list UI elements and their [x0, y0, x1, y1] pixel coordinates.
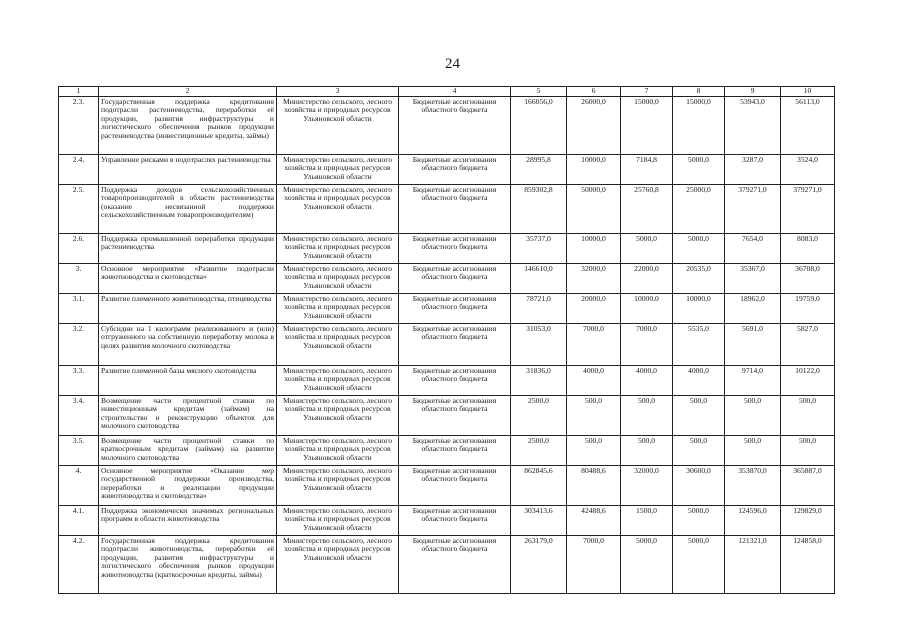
table-row — [59, 234, 835, 264]
funding-source: Бюджетные ассигнования областного бюджета — [399, 466, 511, 506]
executor: Министерство сельского, лесного хозяйства и природных ресурсов Ульяновской области — [277, 324, 399, 366]
value-year: 4000,0 — [621, 366, 673, 396]
value-year: 7000,0 — [567, 536, 621, 594]
value-year: 56113,0 — [781, 97, 835, 155]
funding-source: Бюджетные ассигнования областного бюджета — [399, 536, 511, 594]
executor: Министерство сельского, лесного хозяйства и природных ресурсов Ульяновской области — [277, 506, 399, 536]
column-header: 6 — [567, 87, 621, 97]
executor: Министерство сельского, лесного хозяйства и природных ресурсов Ульяновской области — [277, 155, 399, 185]
funding-source: Бюджетные ассигнования областного бюджета — [399, 366, 511, 396]
executor: Министерство сельского, лесного хозяйства и природных ресурсов Ульяновской области — [277, 466, 399, 506]
value-total: 2500,0 — [511, 436, 567, 466]
row-number: 3.1. — [59, 294, 99, 324]
budget-table — [58, 86, 835, 594]
value-total: 859302,8 — [511, 185, 567, 234]
value-year: 5000,0 — [621, 536, 673, 594]
value-year: 121321,0 — [725, 536, 781, 594]
value-year: 25760,8 — [621, 185, 673, 234]
value-year: 353870,0 — [725, 466, 781, 506]
value-total: 166056,0 — [511, 97, 567, 155]
row-number: 2.4. — [59, 155, 99, 185]
value-total: 31836,0 — [511, 366, 567, 396]
value-year: 7184,8 — [621, 155, 673, 185]
column-header: 1 — [59, 87, 99, 97]
table-row — [59, 366, 835, 396]
row-number: 3.2. — [59, 324, 99, 366]
value-year: 35367,0 — [725, 264, 781, 294]
value-year: 26000,0 — [567, 97, 621, 155]
value-year: 500,0 — [567, 436, 621, 466]
activity-name: Поддержка экономически значимых региональных программ в области животноводства — [99, 506, 277, 536]
column-header: 4 — [399, 87, 511, 97]
value-year: 5691,0 — [725, 324, 781, 366]
row-number: 4.1. — [59, 506, 99, 536]
executor: Министерство сельского, лесного хозяйства и природных ресурсов Ульяновской области — [277, 436, 399, 466]
table-row — [59, 396, 835, 436]
executor: Министерство сельского, лесного хозяйства и природных ресурсов Ульяновской области — [277, 185, 399, 234]
row-number: 2.5. — [59, 185, 99, 234]
value-year: 5000,0 — [673, 536, 725, 594]
row-number: 4. — [59, 466, 99, 506]
value-year: 5000,0 — [621, 234, 673, 264]
value-year: 4000,0 — [567, 366, 621, 396]
activity-name: Поддержка промышленной переработки продукции растениеводства — [99, 234, 277, 264]
value-year: 3524,0 — [781, 155, 835, 185]
value-total: 303413,6 — [511, 506, 567, 536]
page-number: 24 — [445, 56, 460, 72]
table-row — [59, 294, 835, 324]
value-year: 15000,0 — [673, 97, 725, 155]
value-year: 5535,0 — [673, 324, 725, 366]
value-year: 500,0 — [781, 396, 835, 436]
value-year: 53943,0 — [725, 97, 781, 155]
value-year: 20535,0 — [673, 264, 725, 294]
value-total: 146610,0 — [511, 264, 567, 294]
row-number: 2.6. — [59, 234, 99, 264]
activity-name: Возмещение части процентной ставки по инвестиционным кредитам (займам) на строительство и реконструкцию объектов для молочного скотоводства — [99, 396, 277, 436]
funding-source: Бюджетные ассигнования областного бюджета — [399, 396, 511, 436]
value-total: 28995,8 — [511, 155, 567, 185]
column-header: 5 — [511, 87, 567, 97]
value-total: 263179,0 — [511, 536, 567, 594]
row-number: 3.4. — [59, 396, 99, 436]
value-year: 5000,0 — [673, 155, 725, 185]
row-number: 2.3. — [59, 97, 99, 155]
value-year: 20000,0 — [567, 294, 621, 324]
value-year: 30600,0 — [673, 466, 725, 506]
value-year: 500,0 — [781, 436, 835, 466]
activity-name: Развитие племенной базы мясного скотоводства — [99, 366, 277, 396]
value-year: 10122,0 — [781, 366, 835, 396]
executor: Министерство сельского, лесного хозяйства и природных ресурсов Ульяновской области — [277, 294, 399, 324]
executor: Министерство сельского, лесного хозяйства и природных ресурсов Ульяновской области — [277, 97, 399, 155]
value-total: 2500,0 — [511, 396, 567, 436]
row-number: 3.3. — [59, 366, 99, 396]
value-year: 7000,0 — [621, 324, 673, 366]
activity-name: Поддержка доходов сельскохозяйственных товаропроизводителей в области растениеводства (оказание несвязанной поддержки сельскохозяйственным товаропроизводителям) — [99, 185, 277, 234]
activity-name: Субсидии на 1 килограмм реализованного и (или) отгруженного на собственную переработку молока в целях развития молочного скотоводства — [99, 324, 277, 366]
value-year: 25000,0 — [673, 185, 725, 234]
activity-name: Государственная поддержка кредитования подотрасли животноводства, переработки её продукции, развития инфраструктуры и логистического обеспечения рынков продукции животноводства (краткосрочные кредиты, займы) — [99, 536, 277, 594]
table-row — [59, 324, 835, 366]
value-year: 22000,0 — [621, 264, 673, 294]
funding-source: Бюджетные ассигнования областного бюджета — [399, 294, 511, 324]
value-total: 31053,0 — [511, 324, 567, 366]
table-row — [59, 155, 835, 185]
row-number: 4.2. — [59, 536, 99, 594]
table-row — [59, 466, 835, 506]
value-year: 379271,0 — [781, 185, 835, 234]
value-year: 18962,0 — [725, 294, 781, 324]
value-year: 1500,0 — [621, 506, 673, 536]
value-year: 32000,0 — [567, 264, 621, 294]
value-year: 500,0 — [725, 436, 781, 466]
column-header: 2 — [99, 87, 277, 97]
value-year: 5000,0 — [673, 234, 725, 264]
value-total: 78721,0 — [511, 294, 567, 324]
value-year: 10000,0 — [567, 234, 621, 264]
row-number: 3.5. — [59, 436, 99, 466]
column-header: 10 — [781, 87, 835, 97]
table-row — [59, 436, 835, 466]
column-header: 7 — [621, 87, 673, 97]
value-year: 5827,0 — [781, 324, 835, 366]
value-year: 7654,0 — [725, 234, 781, 264]
value-year: 5000,0 — [673, 506, 725, 536]
value-year: 9714,0 — [725, 366, 781, 396]
activity-name: Развитие племенного животноводства, птицеводства — [99, 294, 277, 324]
activity-name: Основное мероприятие «Развитие подотрасли животноводства и скотоводства» — [99, 264, 277, 294]
value-year: 365887,0 — [781, 466, 835, 506]
table-row — [59, 506, 835, 536]
activity-name: Основное мероприятие «Оказание мер государственной поддержки производства, переработки и реализации продукции животноводства и скотоводства» — [99, 466, 277, 506]
funding-source: Бюджетные ассигнования областного бюджета — [399, 506, 511, 536]
funding-source: Бюджетные ассигнования областного бюджета — [399, 97, 511, 155]
value-year: 15000,0 — [621, 97, 673, 155]
executor: Министерство сельского, лесного хозяйства и природных ресурсов Ульяновской области — [277, 234, 399, 264]
value-year: 19759,0 — [781, 294, 835, 324]
funding-source: Бюджетные ассигнования областного бюджета — [399, 185, 511, 234]
funding-source: Бюджетные ассигнования областного бюджета — [399, 324, 511, 366]
value-total: 35737,0 — [511, 234, 567, 264]
value-year: 500,0 — [567, 396, 621, 436]
row-number: 3. — [59, 264, 99, 294]
value-year: 500,0 — [725, 396, 781, 436]
value-year: 500,0 — [673, 436, 725, 466]
table-body — [59, 97, 835, 594]
value-year: 32000,0 — [621, 466, 673, 506]
executor: Министерство сельского, лесного хозяйства и природных ресурсов Ульяновской области — [277, 366, 399, 396]
value-year: 50000,0 — [567, 185, 621, 234]
value-year: 124596,0 — [725, 506, 781, 536]
column-header: 9 — [725, 87, 781, 97]
column-header: 8 — [673, 87, 725, 97]
executor: Министерство сельского, лесного хозяйства и природных ресурсов Ульяновской области — [277, 264, 399, 294]
value-year: 4000,0 — [673, 366, 725, 396]
funding-source: Бюджетные ассигнования областного бюджета — [399, 155, 511, 185]
value-year: 500,0 — [621, 396, 673, 436]
value-year: 8083,0 — [781, 234, 835, 264]
table-row — [59, 185, 835, 234]
executor: Министерство сельского, лесного хозяйства и природных ресурсов Ульяновской области — [277, 536, 399, 594]
value-year: 129829,0 — [781, 506, 835, 536]
value-year: 42488,6 — [567, 506, 621, 536]
executor: Министерство сельского, лесного хозяйства и природных ресурсов Ульяновской области — [277, 396, 399, 436]
table-row — [59, 264, 835, 294]
activity-name: Управление рисками в подотраслях растениеводства — [99, 155, 277, 185]
value-year: 500,0 — [673, 396, 725, 436]
activity-name: Возмещение части процентной ставки по краткосрочным кредитам (займам) на развитие молочного скотоводства — [99, 436, 277, 466]
value-year: 10000,0 — [621, 294, 673, 324]
header-row — [59, 87, 835, 97]
funding-source: Бюджетные ассигнования областного бюджета — [399, 436, 511, 466]
value-year: 500,0 — [621, 436, 673, 466]
value-year: 379271,0 — [725, 185, 781, 234]
activity-name: Государственная поддержка кредитования подотрасли растениеводства, переработки её продукции, развития инфраструктуры и логистического обеспечения рынков продукции растениеводства (инвестиционные кредиты, займы) — [99, 97, 277, 155]
column-header: 3 — [277, 87, 399, 97]
funding-source: Бюджетные ассигнования областного бюджета — [399, 234, 511, 264]
value-year: 36708,0 — [781, 264, 835, 294]
value-year: 10000,0 — [567, 155, 621, 185]
table-row — [59, 536, 835, 594]
funding-source: Бюджетные ассигнования областного бюджета — [399, 264, 511, 294]
value-year: 7000,0 — [567, 324, 621, 366]
value-year: 124858,0 — [781, 536, 835, 594]
value-year: 3287,0 — [725, 155, 781, 185]
table-row — [59, 97, 835, 155]
value-year: 80488,6 — [567, 466, 621, 506]
value-year: 10000,0 — [673, 294, 725, 324]
value-total: 862845,6 — [511, 466, 567, 506]
